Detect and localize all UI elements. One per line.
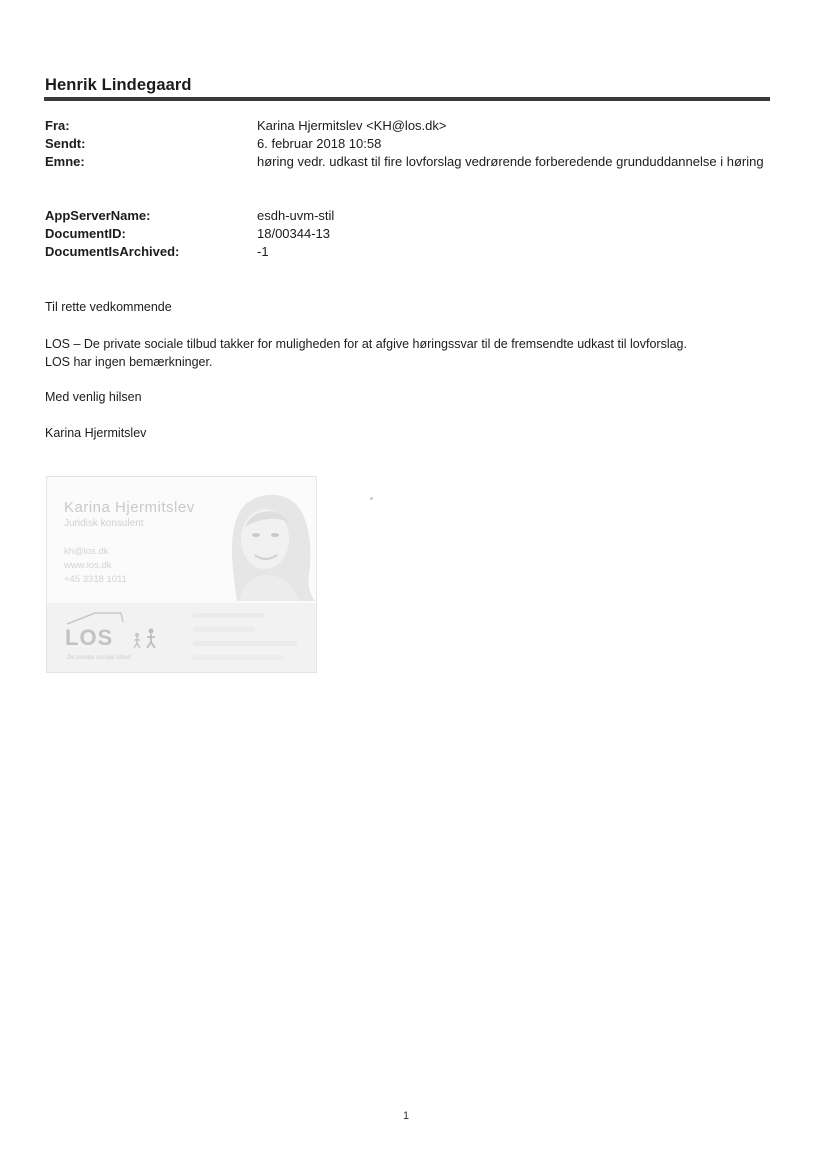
card-title: Juridisk konsulent	[64, 518, 144, 529]
meta-key: Emne:	[45, 154, 85, 169]
meta-key: AppServerName:	[45, 208, 151, 223]
greeting-text: Til rette vedkommende	[45, 300, 172, 314]
meta-value: 6. februar 2018 10:58	[257, 136, 382, 151]
card-phone: +45 3318 1011	[64, 574, 127, 585]
card-website: www.los.dk	[64, 560, 112, 571]
business-card	[46, 476, 317, 673]
closing-text: Med venlig hilsen	[45, 390, 142, 404]
signature-text: Karina Hjermitslev	[45, 426, 147, 440]
scan-speck	[370, 497, 373, 500]
email-header-name: Henrik Lindegaard	[45, 76, 192, 94]
message-paragraph	[45, 335, 687, 371]
card-name: Karina Hjermitslev	[64, 499, 195, 516]
meta-key: Fra:	[45, 118, 70, 133]
page-number: 1	[403, 1110, 410, 1122]
meta-key: DocumentID:	[45, 226, 126, 241]
header-rule	[44, 97, 770, 101]
logo-roof-icon	[65, 610, 127, 626]
meta-key: Sendt:	[45, 136, 86, 151]
closing	[45, 388, 142, 406]
card-tagline: De private sociale tilbud	[67, 655, 131, 661]
people-figures-icon	[129, 627, 161, 649]
los-logo: LOS	[65, 625, 114, 650]
portrait-photo	[217, 483, 317, 601]
card-address-smudge	[193, 611, 303, 663]
meta-value: 18/00344-13	[257, 226, 331, 241]
card-email: kh@los.dk	[64, 546, 109, 557]
paragraph-line: LOS – De private sociale tilbud takker for muligheden for at afgive høringssvar til de fremsendte udkast til lovforslag.	[45, 337, 687, 351]
meta-value: høring vedr. udkast til fire lovforslag vedrørende forberedende grunduddannelse i høring	[257, 154, 764, 169]
meta-value: -1	[257, 244, 269, 259]
signature	[45, 424, 146, 442]
greeting	[45, 298, 172, 316]
meta-value: Karina Hjermitslev <KH@los.dk>	[257, 118, 447, 133]
meta-value: esdh-uvm-stil	[257, 208, 335, 223]
meta-key: DocumentIsArchived:	[45, 244, 180, 259]
paragraph-line: LOS har ingen bemærkninger.	[45, 355, 213, 369]
